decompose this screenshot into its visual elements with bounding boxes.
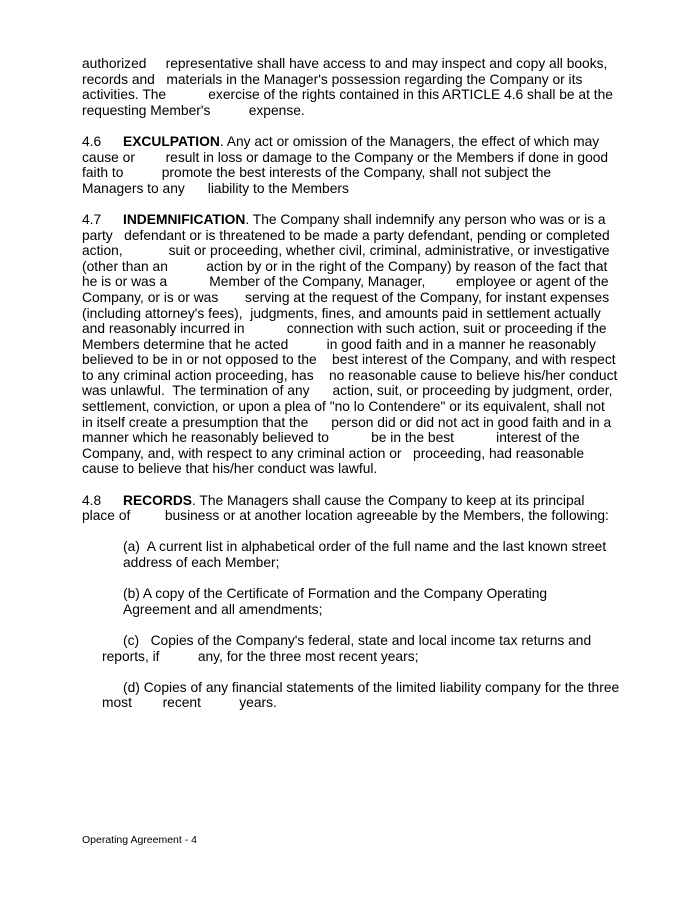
text-line: (d) Copies of any financial statements of the limited liability company for the three xyxy=(123,679,620,695)
list-item xyxy=(82,586,622,617)
section-4-7 xyxy=(82,212,622,477)
text-line: Company, and, with respect to any criminal action or proceeding, had reasonable xyxy=(82,445,585,461)
text-line: in itself create a presumption that the person did or did not act in good faith and in a xyxy=(82,414,612,430)
section-4-6 xyxy=(82,134,622,196)
text-span: . Any act or omission of the Managers, the effect of which may xyxy=(219,133,600,149)
list-item xyxy=(82,633,622,664)
text-line: authorized representative shall have access to and may inspect and copy all books, xyxy=(82,56,608,71)
text-line: cause to believe that his/her conduct was lawful. xyxy=(82,461,378,477)
text-line: most recent years. xyxy=(102,695,277,711)
text-line: (other than an action by or in the right of the Company) by reason of the fact that xyxy=(82,258,608,274)
text-line: Company, or is or was serving at the request of the Company, for instant expenses xyxy=(82,289,610,305)
section-heading: EXCULPATION xyxy=(123,133,220,149)
text-span: . The Company shall indemnify any person who was or is a xyxy=(245,211,606,227)
text-line: faith to promote the best interests of the Company, shall not subject the xyxy=(82,165,552,181)
text-line: address of each Member; xyxy=(123,555,280,570)
text-line: action, suit or proceeding, whether civil, criminal, administrative, or investigative xyxy=(82,243,610,259)
document-body xyxy=(82,56,622,711)
text-line: requesting Member's expense. xyxy=(82,102,305,118)
text-span: . The Managers shall cause the Company to keep at its principal xyxy=(192,492,585,508)
text-line: Managers to any liability to the Members xyxy=(82,180,349,196)
text-line: activities. The exercise of the rights contained in this ARTICLE 4.6 shall be at the xyxy=(82,87,613,103)
text-line: and reasonably incurred in connection with such action, suit or proceeding if the xyxy=(82,321,607,337)
text-line: party defendant or is threatened to be made a party defendant, pending or completed xyxy=(82,227,610,243)
text-line: manner which he reasonably believed to be in the best interest of the xyxy=(82,430,580,446)
list-item xyxy=(82,539,622,570)
text-line: to any criminal action proceeding, has no reasonable cause to believe his/her conduct xyxy=(82,367,618,383)
text-line: he is or was a Member of the Company, Manager, employee or agent of the xyxy=(82,274,609,290)
text-line: records and materials in the Manager's possession regarding the Company or its xyxy=(82,71,583,87)
text-line: (c) Copies of the Company's federal, state and local income tax returns and xyxy=(123,632,592,648)
text-line: believed to be in or not opposed to the best interest of the Company, and with respect xyxy=(82,352,616,368)
list-item xyxy=(82,680,622,711)
text-line: Members determine that he acted in good faith and in a manner he reasonably xyxy=(82,336,596,352)
continued-paragraph xyxy=(82,56,622,118)
text-line: settlement, conviction, or upon a plea of "no lo Contendere" or its equivalent, shall not xyxy=(82,399,605,415)
section-number: 4.7 xyxy=(82,211,102,227)
section-number: 4.8 xyxy=(82,492,102,508)
text-line: Agreement and all amendments; xyxy=(123,601,323,617)
records-list xyxy=(82,539,622,711)
text-line: place of business or at another location agreeable by the Members, the following: xyxy=(82,508,609,524)
section-heading: RECORDS xyxy=(123,492,192,508)
text-line: was unlawful. The termination of any action, suit, or proceeding by judgment, order, xyxy=(82,383,613,399)
page-footer: Operating Agreement - 4 xyxy=(82,834,197,846)
text-line: reports, if any, for the three most recent years; xyxy=(102,648,419,664)
section-heading: INDEMNIFICATION xyxy=(123,211,246,227)
section-4-8 xyxy=(82,493,622,524)
text-line: (including attorney's fees), judgments, fines, and amounts paid in settlement actually xyxy=(82,305,601,321)
text-line: (a) A current list in alphabetical order of the full name and the last known street xyxy=(123,539,607,555)
section-number: 4.6 xyxy=(82,133,102,149)
text-line: (b) A copy of the Certificate of Formation and the Company Operating xyxy=(123,586,548,602)
text-line: cause or result in loss or damage to the Company or the Members if done in good xyxy=(82,149,609,165)
